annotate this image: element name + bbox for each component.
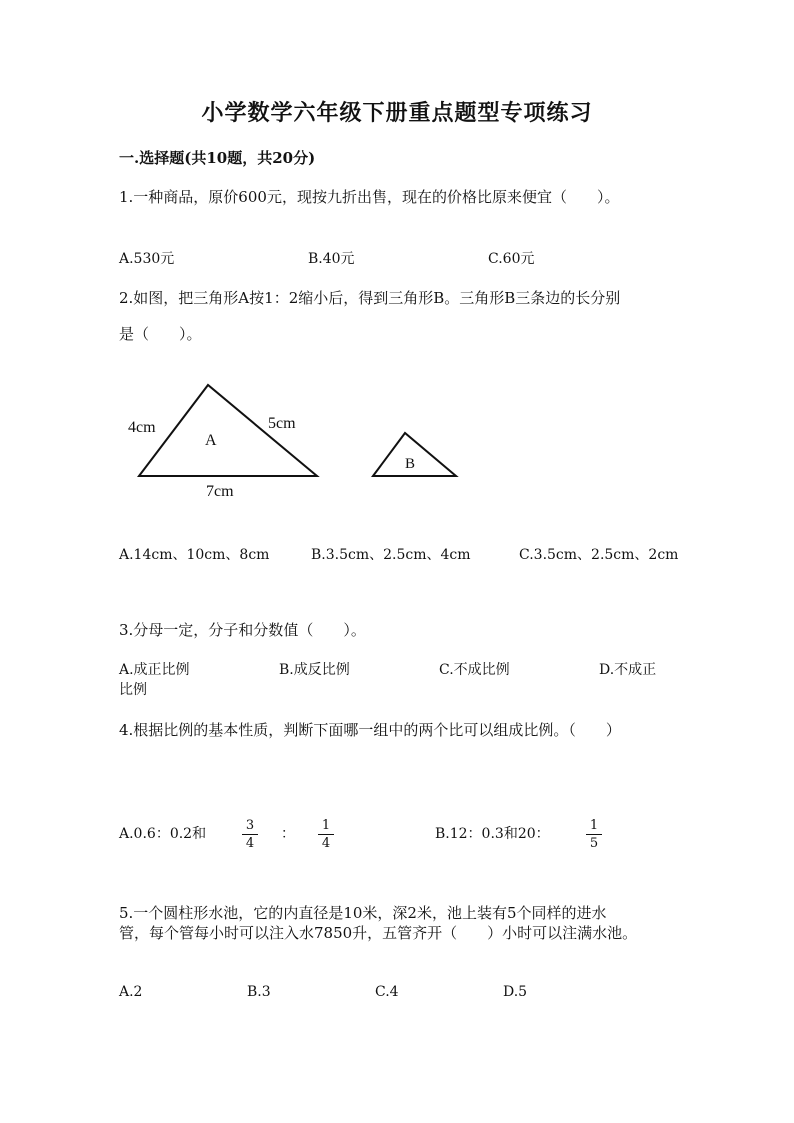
q3-option-a[interactable]: A.成正比例 <box>119 662 190 678</box>
question-3-text: 3.分母一定，分子和分数值（ ）。 <box>119 621 366 639</box>
q4-option-b[interactable]: B.12：0.3和20： <box>435 826 550 842</box>
q4-option-a-fraction-2 <box>315 818 337 851</box>
fraction-denominator: 4 <box>245 836 255 851</box>
q3-option-c[interactable]: C.不成比例 <box>439 662 510 678</box>
question-4-text: 4.根据比例的基本性质，判断下面哪一组中的两个比可以组成比例。（ ） <box>119 721 621 739</box>
q5-option-b[interactable]: B.3 <box>247 984 271 1000</box>
question-2-line2: 是（ ）。 <box>119 325 202 343</box>
fraction-numerator: 1 <box>321 818 331 833</box>
q2-option-c[interactable]: C.3.5cm、2.5cm、2cm <box>519 547 679 563</box>
q3-option-d[interactable]: D.不成正 <box>599 662 657 678</box>
q2-option-a[interactable]: A.14cm、10cm、8cm <box>119 547 270 563</box>
fraction-numerator: 1 <box>589 818 599 833</box>
q1-option-c[interactable]: C.60元 <box>488 251 535 267</box>
fraction-bar <box>318 834 334 835</box>
q4-option-a-fraction-1 <box>239 818 261 851</box>
q5-option-d[interactable]: D.5 <box>503 984 528 1000</box>
section-heading: 一.选择题(共10题，共20分) <box>119 149 316 167</box>
question-1-text: 1.一种商品，原价600元，现按九折出售，现在的价格比原来便宜（ ）。 <box>119 188 620 206</box>
question-5-line1: 5.一个圆柱形水池，它的内直径是10米，深2米，池上装有5个同样的进水 <box>119 904 607 922</box>
fraction-bar <box>586 834 602 835</box>
question-5-line2: 管，每个管每小时可以注入水7850升，五管齐开（ ）小时可以注满水池。 <box>119 924 638 942</box>
question-2-line1: 2.如图，把三角形A按1：2缩小后，得到三角形B。三角形B三条边的长分别 <box>119 289 621 307</box>
page-title: 小学数学六年级下册重点题型专项练习 <box>201 100 593 126</box>
side-right-label: 5cm <box>268 415 296 432</box>
q3-option-b[interactable]: B.成反比例 <box>279 662 350 678</box>
q4-option-a-colon: ： <box>281 826 295 842</box>
q3-option-d-wrap: 比例 <box>119 682 147 698</box>
fraction-bar <box>242 834 258 835</box>
q4-option-b-fraction <box>583 818 605 851</box>
q2-option-b[interactable]: B.3.5cm、2.5cm、4cm <box>311 547 471 563</box>
fraction-denominator: 5 <box>589 836 599 851</box>
q5-option-a[interactable]: A.2 <box>119 984 143 1000</box>
triangle-b-label: B <box>405 456 416 472</box>
triangle-a-label: A <box>205 432 217 449</box>
q4-option-a[interactable]: A.0.6：0.2和 <box>119 826 207 842</box>
q5-option-c[interactable]: C.4 <box>375 984 399 1000</box>
fraction-numerator: 3 <box>245 818 255 833</box>
fraction-denominator: 4 <box>321 836 331 851</box>
side-left-label: 4cm <box>128 419 156 436</box>
side-bottom-label: 7cm <box>206 483 234 500</box>
q1-option-a[interactable]: A.530元 <box>119 251 175 267</box>
q1-option-b[interactable]: B.40元 <box>308 251 355 267</box>
